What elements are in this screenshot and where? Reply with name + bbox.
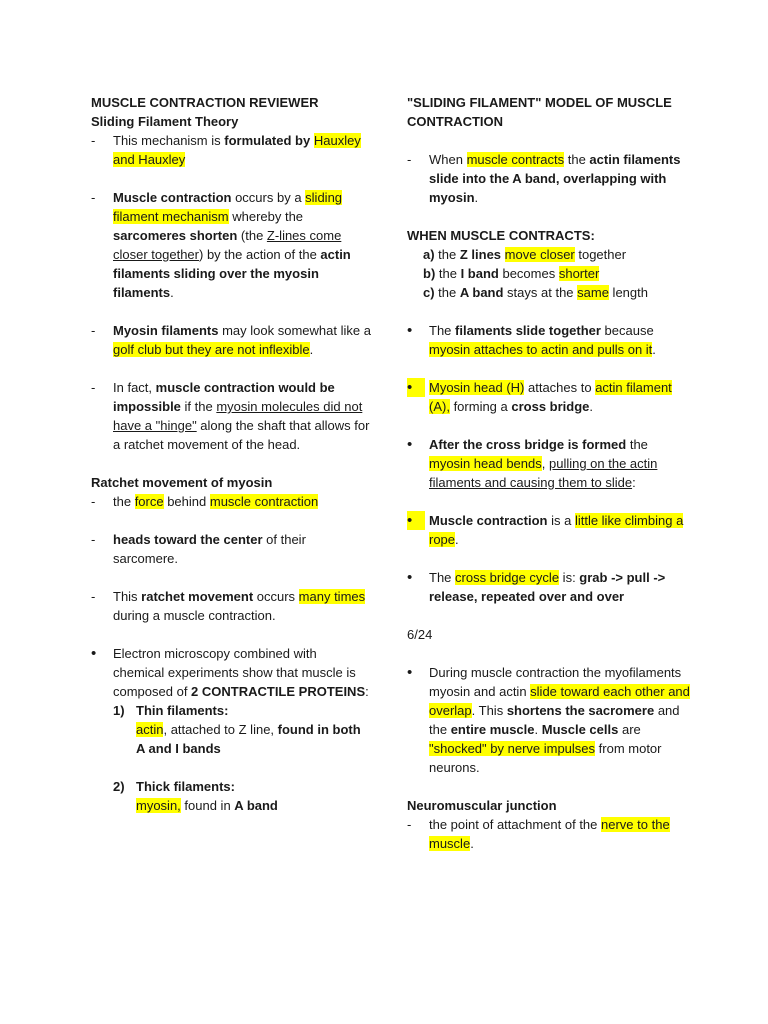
bold-text: cross bridge	[511, 399, 590, 414]
list-item	[91, 378, 371, 454]
text-run: the	[434, 247, 460, 262]
bold-text: sarcomeres shorten	[113, 228, 238, 243]
item-text	[136, 796, 371, 815]
text-run: :	[632, 475, 636, 490]
bullet-item	[407, 511, 692, 549]
highlighted-text: slide toward each other and overlap	[429, 684, 690, 718]
text-run: This	[113, 589, 142, 604]
item-label: Thick filaments:	[136, 779, 235, 794]
section-heading-sliding-filament-theory: Sliding Filament Theory	[91, 114, 239, 129]
bold-text: Myosin filaments	[113, 323, 219, 338]
section-heading-ratchet-movement: Ratchet movement of myosin	[91, 475, 273, 490]
text-run: In fact,	[113, 380, 156, 395]
bullet-item-during-contraction	[407, 663, 692, 777]
bullet-item	[407, 321, 692, 359]
text-run: .	[470, 836, 474, 851]
text-run: Electron microscopy combined with chemical experiments show that muscle is composed of	[113, 646, 356, 699]
highlighted-text: move closer	[504, 247, 575, 262]
bold-text: entire muscle	[450, 722, 535, 737]
text-run: .	[309, 342, 314, 357]
highlighted-text: muscle contracts	[466, 152, 565, 167]
text-run: During muscle contraction the myofilaments myosin and actin	[429, 665, 682, 699]
bold-text: shortens the sacromere	[506, 703, 655, 718]
bold-text: grab -> pull -> release, repeated over and over	[429, 570, 666, 604]
bold-text: actin filaments slide into the A band, overlapping with myosin	[429, 152, 681, 205]
highlighted-text: Hauxley and Hauxley	[113, 133, 361, 167]
text-run: during a muscle contraction.	[113, 608, 276, 623]
highlighted-text: "shocked" by nerve impulses	[429, 741, 596, 756]
text-run: the	[113, 494, 135, 509]
text-run: the	[435, 266, 461, 281]
bold-text: heads toward the center	[113, 532, 263, 547]
text-run: together	[574, 247, 627, 262]
when-line	[407, 283, 692, 302]
bold-text: Muscle contraction	[429, 513, 548, 528]
right-column	[407, 93, 692, 853]
list-item	[91, 188, 371, 302]
underlined-text: pulling on the actin filaments and causing them to slide	[429, 456, 658, 490]
highlighted-text: sliding filament mechanism	[113, 190, 343, 224]
numbered-item-thick-filaments	[91, 777, 371, 815]
highlighted-text: myosin,	[136, 798, 181, 813]
bold-text: actin filaments sliding over the myosin filaments	[113, 247, 351, 300]
highlighted-text: myosin head bends	[429, 456, 542, 471]
text-run: ,	[541, 456, 549, 471]
list-item	[407, 150, 692, 207]
text-run: whereby the	[228, 209, 304, 224]
text-run: the	[434, 285, 460, 300]
highlighted-text: muscle contraction	[209, 494, 319, 509]
highlighted-text: many times	[298, 589, 366, 604]
text-run: .	[652, 342, 656, 357]
bullet-item	[407, 378, 692, 416]
list-item	[91, 530, 371, 568]
section-heading-neuromuscular-junction: Neuromuscular junction	[407, 798, 557, 813]
text-run: length	[608, 285, 648, 300]
bold-text: I band	[460, 266, 499, 281]
highlighted-text: same	[577, 285, 609, 300]
text-run: are	[618, 722, 641, 737]
text-run: , attached to Z line,	[163, 722, 278, 737]
text-run: is:	[559, 570, 580, 585]
text-run: :	[365, 684, 369, 699]
highlighted-text: cross bridge cycle	[455, 570, 560, 585]
list-item	[91, 321, 371, 359]
bold-text: muscle contraction would be impossible	[113, 380, 335, 414]
bold-text: a)	[423, 247, 435, 262]
text-run: attaches to	[524, 380, 596, 395]
text-run: The	[429, 323, 456, 338]
highlighted-text: Myosin head (H)	[429, 380, 525, 395]
highlighted-text: actin	[136, 722, 164, 737]
text-run: This mechanism is	[113, 133, 225, 148]
text-run: and the	[429, 703, 680, 737]
bold-text: Z lines	[459, 247, 502, 262]
item-number: 2)	[113, 779, 125, 794]
bold-text: formulated by	[224, 133, 311, 148]
list-item	[91, 492, 371, 511]
left-column	[91, 93, 371, 815]
text-run: .	[170, 285, 174, 300]
item-label: Thin filaments:	[136, 703, 229, 718]
text-run: along the shaft that allows for a ratchet movement of the head.	[113, 418, 370, 452]
bold-text: A band	[459, 285, 504, 300]
highlighted-text: actin filament (A),	[429, 380, 672, 414]
item-number: 1)	[113, 703, 125, 718]
text-run: occurs	[253, 589, 299, 604]
text-run: from motor neurons.	[429, 741, 662, 775]
text-run: stays at the	[503, 285, 578, 300]
document-title: MUSCLE CONTRACTION REVIEWER	[91, 95, 319, 110]
text-run: .	[474, 190, 479, 205]
text-run: .	[534, 722, 542, 737]
text-run: ) by the action of the	[199, 247, 321, 262]
bold-text: ratchet movement	[141, 589, 254, 604]
text-run: the	[564, 152, 590, 167]
text-run: occurs by a	[231, 190, 306, 205]
section-heading-when-muscle-contracts: WHEN MUSCLE CONTRACTS:	[407, 228, 595, 243]
highlighted-text: force	[134, 494, 164, 509]
bold-text: Muscle cells	[541, 722, 619, 737]
highlighted-text: nerve to the muscle	[429, 817, 670, 851]
text-run: may look somewhat like a	[218, 323, 371, 338]
text-run: (the	[237, 228, 267, 243]
text-run: the point of attachment of the	[429, 817, 602, 832]
text-run: found in	[180, 798, 235, 813]
bold-text: A band	[234, 798, 278, 813]
bold-text: 2 CONTRACTILE PROTEINS	[191, 684, 366, 699]
section-heading-sliding-filament-model: "SLIDING FILAMENT" MODEL OF MUSCLE CONTRACTION	[407, 95, 672, 129]
highlighted-text: little like climbing a rope	[429, 513, 684, 547]
highlighted-text: myosin attaches to actin and pulls on it	[429, 342, 653, 357]
text-run: .	[455, 532, 459, 547]
when-line	[407, 264, 692, 283]
bullet-item-electron-microscopy	[91, 644, 371, 701]
list-item	[91, 587, 371, 625]
text-run: of their sarcomere.	[113, 532, 306, 566]
text-run: is a	[547, 513, 575, 528]
text-run: The	[429, 570, 456, 585]
text-run: When	[429, 152, 467, 167]
bold-text: Muscle contraction	[113, 190, 232, 205]
bold-text: c)	[423, 285, 435, 300]
item-text	[136, 720, 371, 758]
text-run: because	[600, 323, 654, 338]
bold-text: After the cross bridge is formed	[429, 437, 627, 452]
text-run: forming a	[449, 399, 512, 414]
bullet-item	[407, 568, 692, 606]
list-item	[91, 131, 371, 169]
text-run: behind	[163, 494, 210, 509]
bold-text: b)	[423, 266, 436, 281]
when-line	[407, 245, 692, 264]
highlighted-text: shorter	[558, 266, 600, 281]
text-run: .	[589, 399, 594, 414]
list-item	[407, 815, 692, 853]
numbered-item-thin-filaments	[91, 701, 371, 758]
bullet-item	[407, 435, 692, 492]
text-run: . This	[471, 703, 507, 718]
bold-text: found in both A and I bands	[136, 722, 361, 756]
highlighted-text: golf club but they are not inflexible	[113, 342, 310, 357]
text-run: the	[626, 437, 648, 452]
underlined-text: Z-lines come closer together	[113, 228, 342, 262]
underlined-text: myosin molecules did not have a "hinge"	[113, 399, 363, 433]
bold-text: filaments slide together	[455, 323, 601, 338]
text-run: if the	[180, 399, 217, 414]
date-note: 6/24	[407, 627, 433, 642]
text-run: becomes	[498, 266, 559, 281]
